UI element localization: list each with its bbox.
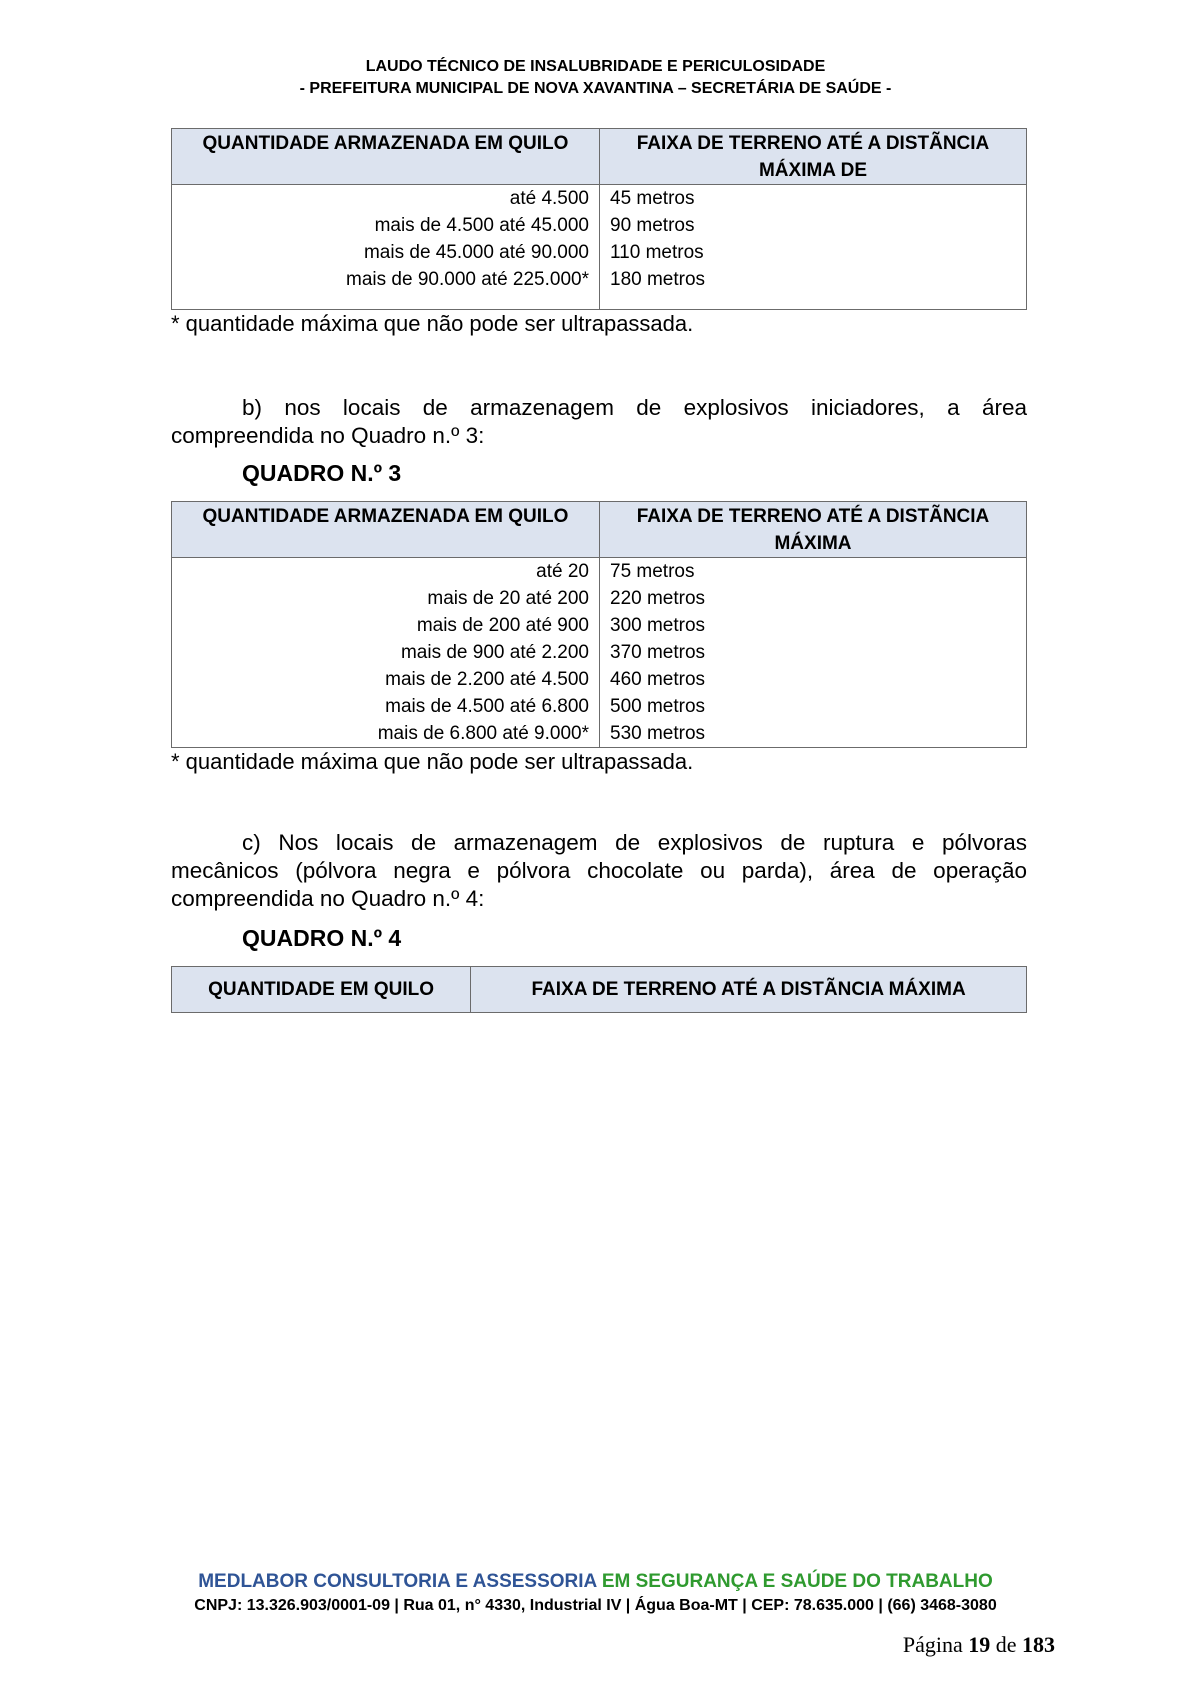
table-quadro-2 (171, 128, 1027, 310)
dist-cell: 530 metros (600, 720, 1027, 748)
qty-cell: até 20 (172, 558, 600, 586)
qty-cell: mais de 4.500 até 6.800 (172, 693, 600, 720)
quadro4-header-dist: FAIXA DE TERRENO ATÉ A DISTÃNCIA MÁXIMA (471, 967, 1027, 1013)
quadro4-header-qty: QUANTIDADE EM QUILO (172, 967, 471, 1013)
table-row (172, 585, 1027, 612)
paragraph-b: b) nos locais de armazenagem de explosivos iniciadores, a área compreendida no Quadro n.º 3: (171, 395, 1027, 448)
footer-company (0, 1570, 1191, 1594)
table-row (172, 693, 1027, 720)
qty-cell: mais de 45.000 até 90.000 (172, 239, 600, 266)
dist-cell: 90 metros (600, 212, 1027, 239)
table-row (172, 666, 1027, 693)
page-label: Página (902, 1632, 963, 1657)
table-row (172, 185, 1027, 213)
qty-cell: mais de 900 até 2.200 (172, 639, 600, 666)
dist-cell: 500 metros (600, 693, 1027, 720)
paragraph-c-section (171, 829, 1027, 953)
table1-header-dist: FAIXA DE TERRENO ATÉ A DISTÃNCIA MÁXIMA DE (600, 129, 1027, 185)
qty-cell: mais de 90.000 até 225.000* (172, 266, 600, 293)
dist-cell: 110 metros (600, 239, 1027, 266)
footer-address: CNPJ: 13.326.903/0001-09 | Rua 01, n° 4330, Industrial IV | Água Boa-MT | CEP: 78.635.000 | (66) 3468-3080 (194, 1597, 997, 1614)
qty-cell: até 4.500 (172, 185, 600, 213)
table-row (172, 239, 1027, 266)
table-row (172, 639, 1027, 666)
qty-cell: mais de 2.200 até 4.500 (172, 666, 600, 693)
table-quadro-4 (171, 966, 1027, 1013)
quadro4-title: QUADRO N.º 4 (242, 925, 402, 951)
quadro3-footnote: * quantidade máxima que não pode ser ultrapassada. (171, 749, 694, 774)
table-row (172, 266, 1027, 293)
qty-cell: mais de 20 até 200 (172, 585, 600, 612)
table-row (172, 212, 1027, 239)
page-current: 19 (968, 1632, 991, 1657)
paragraph-b-section (171, 394, 1027, 488)
qty-cell: mais de 4.500 até 45.000 (172, 212, 600, 239)
dist-cell: 75 metros (600, 558, 1027, 586)
qty-cell: mais de 6.800 até 9.000* (172, 720, 600, 748)
footer-company-name: MEDLABOR CONSULTORIA E ASSESSORIA (198, 1571, 597, 1592)
dist-cell: 45 metros (600, 185, 1027, 213)
table1-header-qty: QUANTIDADE ARMAZENADA EM QUILO (172, 129, 600, 185)
dist-cell: 460 metros (600, 666, 1027, 693)
quadro4-section (171, 966, 1027, 1013)
table-row (172, 558, 1027, 586)
header-subtitle: - PREFEITURA MUNICIPAL DE NOVA XAVANTINA – SECRETÁRIA DE SAÚDE - (299, 80, 892, 97)
page-number (903, 1632, 1055, 1658)
quadro3-header-qty: QUANTIDADE ARMAZENADA EM QUILO (172, 502, 600, 558)
paragraph-c: c) Nos locais de armazenagem de explosivos de ruptura e pólvoras mecânicos (pólvora negra e pólvora chocolate ou parda), área de operação compreendida no Quadro n.º 4: (171, 830, 1027, 911)
table-row (172, 612, 1027, 639)
table-quadro-3 (171, 501, 1027, 748)
quadro3-header-dist: FAIXA DE TERRENO ATÉ A DISTÃNCIA MÁXIMA (600, 502, 1027, 558)
table1-footnote: * quantidade máxima que não pode ser ultrapassada. (171, 311, 694, 336)
dist-cell: 180 metros (600, 266, 1027, 293)
header-title: LAUDO TÉCNICO DE INSALUBRIDADE E PERICULOSIDADE (365, 58, 826, 75)
qty-cell: mais de 200 até 900 (172, 612, 600, 639)
footer-company-tagline: EM SEGURANÇA E SAÚDE DO TRABALHO (601, 1571, 993, 1592)
table-row (172, 720, 1027, 748)
dist-cell: 220 metros (600, 585, 1027, 612)
dist-cell: 370 metros (600, 639, 1027, 666)
page-of: de (995, 1632, 1017, 1657)
document-header (0, 56, 1191, 100)
quadro3-title: QUADRO N.º 3 (242, 460, 402, 486)
page-total: 183 (1022, 1632, 1055, 1657)
dist-cell: 300 metros (600, 612, 1027, 639)
table1-section (171, 128, 1027, 338)
quadro3-section (171, 501, 1027, 776)
table-padding-row (172, 293, 1027, 310)
